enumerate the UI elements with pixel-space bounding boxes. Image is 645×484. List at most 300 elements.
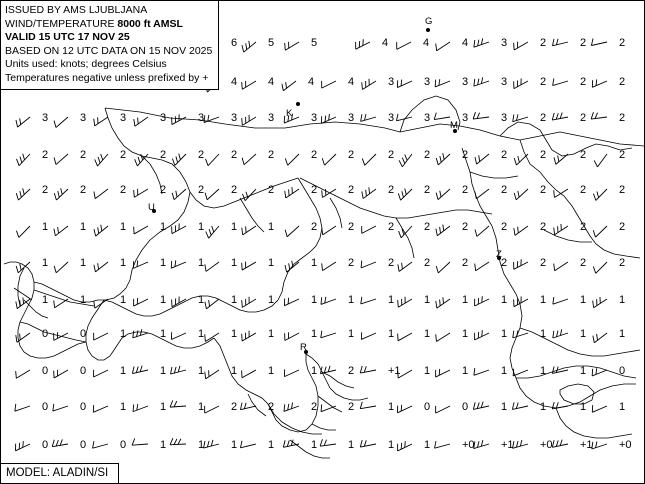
temperature-value: 4: [423, 37, 430, 49]
temperature-value: 2: [580, 112, 587, 124]
wind-barb: [170, 400, 186, 407]
temperature-value: 1: [268, 294, 275, 306]
temperature-value: 1: [231, 439, 238, 451]
wind-barb: [94, 370, 108, 377]
temperature-value: 1: [311, 439, 318, 451]
wind-barb: [320, 439, 336, 446]
temperature-value: 3: [462, 112, 469, 124]
temperature-value: 2: [424, 221, 431, 233]
wind-barb: [592, 405, 607, 412]
temperature-value: 1: [160, 365, 167, 377]
wind-barb: [356, 39, 370, 49]
temperature-value: 2: [540, 37, 547, 49]
temperature-value: 4: [462, 37, 469, 49]
temperature-value: 6: [231, 37, 238, 49]
wind-barb: [242, 81, 256, 89]
temperature-values-layer: [42, 37, 632, 451]
wind-barb: [240, 441, 256, 448]
temperature-value: 2: [388, 184, 395, 196]
wind-barb: [172, 296, 186, 306]
temperature-value: 1: [160, 221, 167, 233]
temperature-value: 3: [501, 37, 508, 49]
wind-barb: [473, 112, 489, 119]
temperature-value: 1: [580, 365, 587, 377]
temperature-value: 2: [580, 149, 587, 161]
temperature-value: 3: [120, 112, 127, 124]
temperature-value: 1: [80, 294, 87, 306]
temperature-value: 1: [424, 365, 431, 377]
temperature-value: 0: [424, 401, 431, 413]
legend-based-on: BASED ON 12 UTC DATA ON 15 NOV 2025: [5, 44, 213, 57]
legend-units: Units used: knots; degrees Celsius: [5, 58, 167, 70]
temperature-value: 1: [580, 328, 587, 340]
wind-barb: [16, 117, 30, 127]
wind-barb: [54, 117, 68, 127]
wind-barb: [321, 331, 336, 338]
wind-barb: [594, 154, 607, 167]
temperature-value: 1: [501, 294, 508, 306]
wind-barb: [398, 262, 412, 272]
temperature-value: 2: [462, 257, 469, 269]
temperature-value: 2: [268, 401, 275, 413]
temperature-value: 0: [80, 401, 87, 413]
temperature-value: 2: [388, 149, 395, 161]
temperature-value: 2: [388, 257, 395, 269]
temperature-value: 1: [198, 257, 205, 269]
temperature-value: 1: [198, 365, 205, 377]
wind-barb: [361, 114, 376, 121]
wind-barb: [242, 297, 256, 308]
temperature-value: 0: [42, 401, 49, 413]
wind-barb: [171, 366, 186, 374]
wind-barb: [94, 117, 108, 126]
wind-barb: [513, 330, 528, 337]
wind-barb: [284, 298, 299, 306]
wind-barb: [16, 262, 30, 273]
temperature-value: 2: [619, 257, 626, 269]
wind-barb: [514, 42, 528, 50]
temperature-value: 2: [501, 221, 508, 233]
wind-barb: [593, 262, 607, 273]
temperature-value: 1: [268, 221, 275, 233]
wind-barb: [205, 370, 219, 379]
temperature-value: 3: [160, 112, 167, 124]
wind-barb: [133, 404, 148, 412]
temperature-value: 3: [198, 112, 205, 124]
temperature-value: 3: [348, 112, 355, 124]
wind-barb: [436, 153, 450, 165]
temperature-value: 2: [348, 149, 355, 161]
temperature-value: +0: [462, 439, 475, 451]
legend-box: [0, 0, 219, 90]
temperature-value: +1: [580, 439, 593, 451]
temperature-value: 1: [388, 401, 395, 413]
wind-barb: [513, 440, 528, 448]
wind-barb-layer: [15, 38, 607, 451]
temperature-value: 0: [462, 401, 469, 413]
wind-barb: [284, 369, 299, 376]
wind-barb: [132, 366, 148, 374]
wind-barb: [170, 438, 186, 445]
wind-barb: [322, 226, 336, 235]
temperature-value: 2: [348, 257, 355, 269]
temperature-value: 3: [424, 76, 431, 88]
wind-barb: [591, 38, 607, 45]
wind-barb: [282, 81, 296, 91]
temperature-value: 1: [231, 365, 238, 377]
wind-barb: [54, 370, 68, 378]
temperature-value: 1: [231, 257, 238, 269]
wind-barb: [94, 262, 108, 272]
temperature-value: 2: [160, 149, 167, 161]
wind-barb: [206, 154, 219, 166]
temperature-value: 0: [42, 328, 49, 340]
wind-barb: [54, 332, 68, 340]
temperature-value: 2: [540, 112, 547, 124]
wind-barb: [514, 78, 528, 88]
wind-barb: [436, 262, 450, 273]
wind-barb: [54, 226, 68, 236]
temperature-value: 1: [42, 294, 49, 306]
station-dot: [426, 28, 430, 32]
temperature-value: 2: [231, 401, 238, 413]
wind-barb: [474, 77, 489, 86]
wind-barb: [132, 438, 148, 445]
wind-barb: [94, 225, 108, 236]
temperature-value: 1: [268, 439, 275, 451]
wind-barb: [322, 262, 336, 271]
station-label: G: [425, 16, 433, 27]
wind-barb: [205, 189, 219, 200]
wind-barb: [16, 188, 30, 200]
temperature-value: 2: [462, 184, 469, 196]
temperature-value: 1: [198, 294, 205, 306]
temperature-value: 0: [120, 439, 127, 451]
wind-barb: [285, 332, 299, 340]
temperature-value: 1: [424, 294, 431, 306]
wind-barb: [473, 402, 489, 410]
temperature-value: 1: [120, 294, 127, 306]
wind-barb: [593, 189, 607, 200]
temperature-value: 1: [348, 328, 355, 340]
temperature-value: 2: [580, 221, 587, 233]
temperature-value: 3: [388, 112, 395, 124]
temperature-value: 1: [268, 257, 275, 269]
temperature-value: 1: [501, 365, 508, 377]
temperature-value: 2: [462, 149, 469, 161]
wind-barb: [205, 333, 219, 341]
wind-barb: [93, 405, 108, 412]
wind-barb: [475, 296, 489, 306]
wind-barb: [553, 329, 568, 338]
wind-barb: [593, 226, 607, 237]
wind-barb: [593, 297, 607, 308]
temperature-value: 1: [580, 401, 587, 413]
temperature-value: 1: [540, 294, 547, 306]
temperature-value: 1: [424, 439, 431, 451]
temperature-value: 2: [348, 365, 355, 377]
temperature-value: 2: [268, 184, 275, 196]
temperature-value: 2: [580, 257, 587, 269]
wind-barb: [398, 441, 412, 451]
station-label: K: [286, 108, 293, 119]
temperature-value: +1: [388, 365, 401, 377]
wind-barb: [15, 404, 30, 411]
wind-barb: [242, 262, 256, 270]
wind-barb: [552, 440, 568, 448]
wind-barb: [54, 299, 68, 308]
wind-barb: [206, 226, 219, 238]
temperature-value: 4: [382, 37, 389, 49]
temperature-value: 1: [619, 328, 626, 340]
temperature-value: 2: [540, 257, 547, 269]
temperature-value: 1: [160, 439, 167, 451]
temperature-value: 1: [501, 328, 508, 340]
geography-layer: [4, 96, 644, 458]
wind-barb: [552, 39, 568, 46]
temperature-value: 2: [619, 221, 626, 233]
temperature-value: 2: [348, 184, 355, 196]
wind-barb: [205, 406, 219, 413]
wind-barb: [475, 330, 489, 340]
wind-barb: [205, 299, 219, 309]
wind-barb: [436, 406, 450, 413]
temperature-value: 0: [80, 328, 87, 340]
temperature-value: 1: [619, 294, 626, 306]
temperature-value: 1: [231, 294, 238, 306]
wind-barb: [205, 262, 219, 271]
wind-barb: [322, 81, 336, 88]
wind-barb: [398, 188, 412, 200]
temperature-value: 2: [231, 149, 238, 161]
temperature-value: 2: [540, 149, 547, 161]
temperature-value: 1: [268, 328, 275, 340]
wind-barb: [436, 369, 450, 377]
station-label: U: [148, 202, 155, 213]
wind-barb: [361, 297, 376, 304]
wind-barb: [514, 226, 528, 235]
temperature-value: 1: [80, 257, 87, 269]
legend-wind-temperature: [5, 18, 212, 32]
temperature-value: 1: [198, 439, 205, 451]
temperature-value: 0: [619, 365, 626, 377]
wind-barb: [322, 154, 336, 165]
wind-barb: [592, 442, 607, 449]
temperature-value: 0: [42, 365, 49, 377]
wind-barb: [593, 333, 607, 343]
model-label: MODEL: ALADIN/SI: [6, 467, 109, 479]
temperature-value: 1: [311, 328, 318, 340]
wind-barb: [475, 226, 489, 236]
temperature-value: 3: [501, 76, 508, 88]
wind-barb: [242, 115, 256, 126]
wind-barb: [321, 297, 336, 305]
wind-barb: [397, 42, 411, 49]
legend-temperature-note: Temperatures negative unless prefixed by +: [5, 71, 209, 84]
temperature-value: 1: [231, 221, 238, 233]
wind-barb: [474, 38, 489, 47]
temperature-value: 2: [424, 184, 431, 196]
temperature-value: 1: [388, 439, 395, 451]
temperature-value: 4: [231, 76, 238, 88]
wind-barb: [399, 226, 412, 238]
legend-issued-by: ISSUED BY AMS LJUBLJANA: [5, 4, 148, 16]
station-label: Z: [496, 249, 502, 260]
temperature-value: 1: [120, 257, 127, 269]
wind-barb: [53, 404, 68, 411]
temperature-value: 2: [42, 149, 49, 161]
wind-barb: [514, 259, 528, 269]
temperature-value: 2: [462, 221, 469, 233]
wind-barb: [171, 332, 186, 339]
wind-barb: [242, 331, 256, 341]
temperature-value: 3: [311, 112, 318, 124]
temperature-value: 2: [580, 37, 587, 49]
temperature-value: 1: [198, 221, 205, 233]
temperature-value: 2: [580, 76, 587, 88]
temperature-value: 2: [619, 112, 626, 124]
temperature-value: 2: [619, 149, 626, 161]
wind-barb: [399, 154, 412, 167]
temperature-value: 1: [501, 401, 508, 413]
temperature-value: 2: [311, 184, 318, 196]
wind-barb: [284, 402, 299, 411]
wind-barb: [361, 261, 376, 268]
temperature-value: 2: [120, 149, 127, 161]
temperature-value: 1: [42, 221, 49, 233]
wind-barb: [134, 189, 148, 197]
station-dot: [296, 102, 300, 106]
wind-barb: [552, 113, 568, 121]
temperature-value: 4: [348, 76, 355, 88]
wind-barb: [512, 402, 528, 409]
wind-barb: [475, 154, 489, 164]
temperature-value: 2: [501, 257, 508, 269]
legend-valid: VALID 15 UTC 17 NOV 25: [5, 31, 130, 43]
temperature-value: 2: [198, 184, 205, 196]
wind-barb: [360, 402, 376, 409]
temperature-value: 1: [424, 328, 431, 340]
wind-barb: [398, 405, 412, 413]
wind-barb: [242, 370, 256, 378]
wind-barb: [172, 189, 186, 200]
wind-barb: [285, 154, 299, 165]
temperature-value: 3: [42, 112, 49, 124]
wind-barb: [94, 189, 108, 199]
wind-barb: [95, 154, 108, 166]
wind-barb: [172, 223, 186, 233]
temperature-value: +0: [619, 439, 632, 451]
wind-barb: [133, 329, 148, 338]
temperature-value: 1: [311, 365, 318, 377]
wind-barb: [475, 262, 489, 271]
temperature-value: 1: [388, 294, 395, 306]
temperature-value: 1: [462, 365, 469, 377]
legend-wind-temperature-prefix: WIND/TEMPERATURE: [5, 17, 118, 30]
station-label: R: [300, 342, 307, 353]
temperature-value: 2: [540, 76, 547, 88]
wind-barb: [204, 440, 219, 448]
wind-barb: [204, 115, 219, 123]
wind-barb: [436, 42, 450, 51]
model-box: [0, 463, 119, 484]
temperature-value: 2: [42, 184, 49, 196]
temperature-value: 3: [80, 112, 87, 124]
wind-barb: [285, 187, 299, 198]
wind-barb: [285, 226, 299, 237]
temperature-value: 2: [311, 221, 318, 233]
temperature-value: 2: [311, 401, 318, 413]
wind-barb: [514, 296, 528, 306]
temperature-value: 2: [540, 221, 547, 233]
temperature-value: 1: [198, 328, 205, 340]
temperature-value: 2: [424, 149, 431, 161]
wind-barb: [435, 441, 450, 448]
wind-barb: [435, 79, 450, 87]
wind-barb: [242, 41, 256, 52]
wind-barb: [94, 333, 108, 340]
wind-barb: [54, 154, 68, 165]
temperature-value: 3: [462, 76, 469, 88]
wind-barb: [134, 298, 148, 306]
wind-barb: [436, 225, 450, 236]
wind-barb: [514, 154, 528, 165]
temperature-value: 2: [348, 401, 355, 413]
wind-barb: [285, 42, 299, 50]
wind-barb: [397, 80, 412, 88]
temperature-value: 1: [348, 294, 355, 306]
temperature-value: 1: [540, 401, 547, 413]
wind-barb: [54, 188, 68, 200]
temperature-value: 1: [120, 401, 127, 413]
wind-barb: [362, 79, 376, 90]
wind-barb: [16, 370, 30, 378]
temperature-value: 1: [42, 257, 49, 269]
temperature-value: 2: [311, 149, 318, 161]
temperature-value: 2: [619, 76, 626, 88]
wind-barb: [362, 187, 376, 198]
wind-barb: [171, 260, 186, 268]
wind-barb: [16, 441, 30, 451]
wind-barb: [362, 154, 376, 165]
temperature-value: 0: [80, 439, 87, 451]
wind-barb: [16, 226, 30, 237]
temperature-value: 4: [268, 76, 275, 88]
wind-barb: [242, 154, 256, 165]
wind-barb: [172, 154, 186, 166]
wind-barb: [360, 366, 376, 373]
wind-barb: [592, 79, 607, 87]
wind-barb: [360, 440, 376, 447]
temperature-value: 1: [268, 365, 275, 377]
temperature-value: 2: [501, 149, 508, 161]
temperature-value: 1: [619, 401, 626, 413]
temperature-value: 2: [424, 257, 431, 269]
wind-barb: [475, 189, 489, 199]
temperature-value: 2: [501, 184, 508, 196]
temperature-value: 1: [160, 257, 167, 269]
temperature-value: 5: [311, 37, 318, 49]
temperature-value: 1: [311, 257, 318, 269]
wind-barb: [93, 441, 108, 448]
wind-barb: [54, 262, 68, 273]
temperature-value: 1: [540, 328, 547, 340]
wind-barb: [243, 189, 256, 201]
temperature-value: 0: [80, 365, 87, 377]
wind-barb: [513, 369, 528, 376]
temperature-value: 0: [42, 439, 49, 451]
wind-barb: [398, 297, 412, 307]
